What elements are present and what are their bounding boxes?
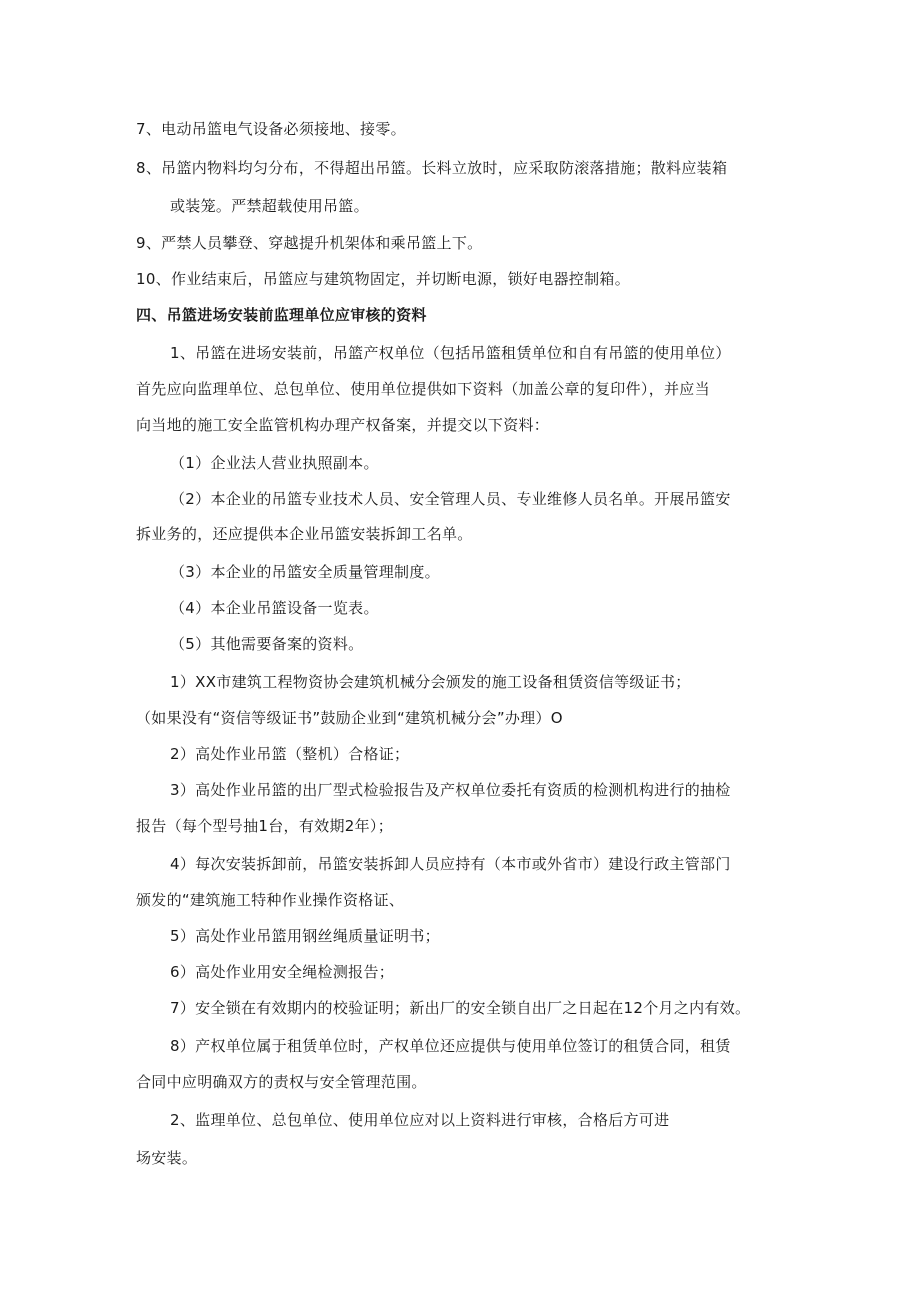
section-heading-4: 四、吊篮进场安装前监理单位应审核的资料 (136, 306, 427, 324)
paragraph-2-cont: 场安装。 (136, 1149, 198, 1167)
sub-item-1-cont: （如果没有“资信等级证书”鼓励企业到“建筑机械分会”办理）O (136, 709, 563, 727)
sub-item-1: 1）XX市建筑工程物资协会建筑机械分会颁发的施工设备租赁资信等级证书； (170, 673, 691, 691)
list-item-5: （5）其他需要备案的资料。 (170, 635, 364, 653)
paragraph-2: 2、监理单位、总包单位、使用单位应对以上资料进行审核，合格后方可进 (170, 1111, 670, 1129)
paragraph-1-line-3: 向当地的施工安全监管机构办理产权备案，并提交以下资料： (136, 416, 550, 434)
sub-item-8: 8）产权单位属于租赁单位时，产权单位还应提供与使用单位签订的租赁合同，租赁 (170, 1037, 731, 1055)
sub-item-5: 5）高处作业吊篮用钢丝绳质量证明书； (170, 927, 440, 945)
sub-item-4-cont: 颁发的“建筑施工特种作业操作资格证、 (136, 891, 405, 909)
sub-item-7: 7）安全锁在有效期内的校验证明；新出厂的安全锁自出厂之日起在12个月之内有效。 (170, 999, 751, 1017)
sub-item-6: 6）高处作业用安全绳检测报告； (170, 963, 395, 981)
sub-item-2: 2）高处作业吊篮（整机）合格证； (170, 745, 410, 763)
paragraph-1-line-2: 首先应向监理单位、总包单位、使用单位提供如下资料（加盖公章的复印件），并应当 (136, 380, 710, 398)
rule-item-8: 8、吊篮内物料均匀分布，不得超出吊篮。长料立放时，应采取防滚落措施；散料应装箱 (136, 159, 728, 177)
sub-item-8-cont: 合同中应明确双方的责权与安全管理范围。 (136, 1073, 427, 1091)
rule-item-7: 7、电动吊篮电气设备必须接地、接零。 (136, 120, 406, 138)
rule-item-10: 10、作业结束后，吊篮应与建筑物固定，并切断电源，锁好电器控制箱。 (136, 270, 630, 288)
sub-item-3: 3）高处作业吊篮的出厂型式检验报告及产权单位委托有资质的检测机构进行的抽检 (170, 781, 731, 799)
list-item-4: （4）本企业吊篮设备一览表。 (170, 599, 379, 617)
sub-item-4: 4）每次安装拆卸前，吊篮安装拆卸人员应持有（本市或外省市）建设行政主管部门 (170, 855, 731, 873)
list-item-3: （3）本企业的吊篮安全质量管理制度。 (170, 563, 440, 581)
list-item-1: （1）企业法人营业执照副本。 (170, 454, 379, 472)
rule-item-8-cont: 或装笼。严禁超载使用吊篮。 (170, 197, 369, 215)
paragraph-1-line-1: 1、吊篮在进场安装前，吊篮产权单位（包括吊篮租赁单位和自有吊篮的使用单位） (170, 344, 731, 362)
list-item-2: （2）本企业的吊篮专业技术人员、安全管理人员、专业维修人员名单。开展吊篮安 (170, 490, 731, 508)
rule-item-9: 9、严禁人员攀登、穿越提升机架体和乘吊篮上下。 (136, 234, 483, 252)
sub-item-3-cont: 报告（每个型号抽1台，有效期2年）； (136, 817, 393, 835)
list-item-2-cont: 拆业务的，还应提供本企业吊篮安装拆卸工名单。 (136, 525, 473, 543)
